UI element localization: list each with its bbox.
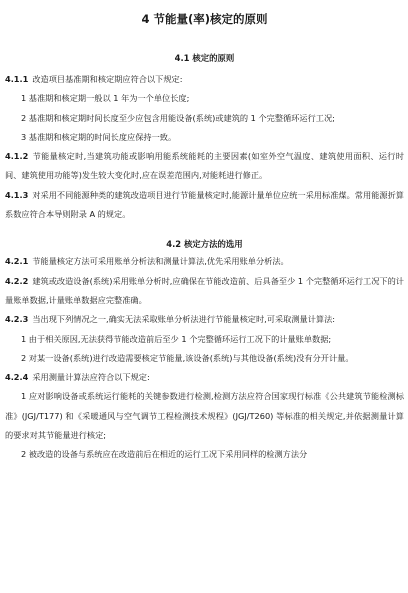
clause-text: 采用测量计算法应符合以下规定:: [32, 372, 150, 383]
chapter-title: 4 节能量(率)核定的原则: [141, 12, 268, 26]
clause-text: 节能量核定方法可采用账单分析法和测量计算法,优先采用账单分析法。: [32, 256, 289, 267]
clause-number: 4.1.2: [5, 151, 29, 162]
clause-4-1-1: [5, 70, 404, 89]
clause-number: 4.2.3: [5, 314, 29, 325]
clause-number: 4.2.1: [5, 256, 29, 267]
list-item: 2 对某一设备(系统)进行改造需要核定节能量,该设备(系统)与其他设备(系统)没有分开计量。: [21, 352, 354, 363]
clause-4-2-2: [5, 272, 404, 311]
clause-number: 4.1.1: [5, 74, 29, 84]
section-title-4-2: 4.2 核定方法的选用: [166, 239, 243, 250]
clause-number: 4.2.2: [5, 275, 29, 286]
list-item: 3 基准期和核定期的时间长度应保持一致。: [21, 131, 177, 142]
clause-text: 当出现下列情况之一,确实无法采取账单分析法进行节能量核定时,可采取测量计算法:: [32, 314, 336, 325]
clause-number: 4.1.3: [5, 189, 29, 200]
section-title-4-1: 4.1 核定的原则: [174, 53, 235, 63]
clause-4-1-3: [5, 186, 404, 225]
clause-text: 节能量核定时,当建筑功能或影响用能系统能耗的主要因素(如室外空气温度、建筑使用面积、运行时间、建筑使用功能等)发生较大变化时,应在误差范围内,对能耗进行修正。: [5, 151, 404, 181]
clause-text: 建筑或改造设备(系统)采用账单分析时,应确保在节能改造前、后具备至少 1 个完整循环运行工况下的计量账单数据,计量账单数据应完整准确。: [5, 275, 404, 305]
list-item: 2 基准期和核定期时间长度至少应包含用能设备(系统)或建筑的 1 个完整循环运行工况;: [21, 112, 335, 123]
list-item: 1 应对影响设备或系统运行能耗的关键参数进行检测,检测方法应符合国家现行标准《公共建筑节能检测标准》(JGJ/T177) 和《采暖通风与空气调节工程检测技术规程》(JGJ/T260) 等标准的相关规定,并依据测量计算的要求对其节能量进行核定;: [5, 391, 404, 441]
list-item: 2 被改造的设备与系统应在改造前后在相近的运行工况下采用同样的检测方法分: [21, 449, 308, 460]
clause-4-2-3: [5, 310, 404, 329]
list-item: 1 基准期和核定期一般以 1 年为一个单位长度;: [21, 93, 190, 104]
clause-number: 4.2.4: [5, 372, 29, 383]
clause-4-2-4: [5, 368, 404, 387]
clause-text: 改造项目基准期和核定期应符合以下规定:: [32, 74, 183, 84]
clause-text: 对采用不同能源种类的建筑改造项目进行节能量核定时,能源计量单位应统一采用标准煤。常用能源折算系数应符合本导则附录 A 的规定。: [5, 189, 404, 220]
list-item: 1 由于相关原因,无法获得节能改造前后至少 1 个完整循环运行工况下的计量账单数据;: [21, 333, 332, 344]
clause-4-2-1: [5, 252, 404, 271]
clause-4-1-2: [5, 147, 404, 186]
